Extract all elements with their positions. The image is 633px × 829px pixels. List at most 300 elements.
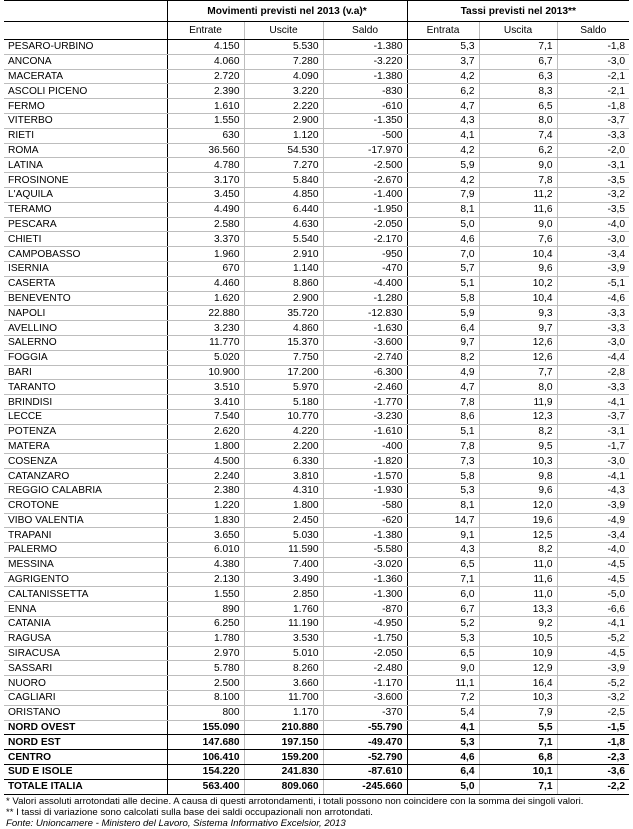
cell-tasso-entrata: 3,7 bbox=[407, 54, 479, 69]
cell-tasso-uscita: 12,6 bbox=[479, 350, 557, 365]
cell-entrate: 2.970 bbox=[167, 646, 244, 661]
area-row bbox=[4, 720, 629, 735]
cell-tasso-saldo: -3,6 bbox=[557, 765, 629, 780]
cell-saldo: -950 bbox=[323, 247, 407, 262]
row-label: REGGIO CALABRIA bbox=[4, 483, 167, 498]
cell-tasso-saldo: -2,1 bbox=[557, 69, 629, 84]
cell-uscite: 197.150 bbox=[244, 735, 323, 750]
province-row bbox=[4, 498, 629, 513]
row-label: SUD E ISOLE bbox=[4, 765, 167, 780]
table-body bbox=[4, 40, 629, 795]
cell-tasso-saldo: -2,8 bbox=[557, 365, 629, 380]
cell-saldo: -1.300 bbox=[323, 587, 407, 602]
cell-tasso-entrata: 5,3 bbox=[407, 735, 479, 750]
cell-uscite: 3.490 bbox=[244, 572, 323, 587]
cell-tasso-uscita: 7,1 bbox=[479, 779, 557, 794]
province-row bbox=[4, 365, 629, 380]
province-row bbox=[4, 69, 629, 84]
row-label: NUORO bbox=[4, 676, 167, 691]
cell-tasso-uscita: 7,8 bbox=[479, 173, 557, 188]
col-saldo: Saldo bbox=[323, 22, 407, 40]
cell-tasso-entrata: 7,9 bbox=[407, 187, 479, 202]
cell-entrate: 5.020 bbox=[167, 350, 244, 365]
cell-tasso-saldo: -1,5 bbox=[557, 720, 629, 735]
cell-tasso-uscita: 10,3 bbox=[479, 454, 557, 469]
row-label: NAPOLI bbox=[4, 306, 167, 321]
cell-entrate: 3.370 bbox=[167, 232, 244, 247]
cell-tasso-uscita: 8,2 bbox=[479, 543, 557, 558]
cell-tasso-uscita: 9,0 bbox=[479, 217, 557, 232]
cell-entrate: 3.170 bbox=[167, 173, 244, 188]
cell-uscite: 4.310 bbox=[244, 483, 323, 498]
province-row bbox=[4, 439, 629, 454]
cell-tasso-saldo: -1,8 bbox=[557, 99, 629, 114]
cell-tasso-entrata: 6,5 bbox=[407, 646, 479, 661]
cell-saldo: -870 bbox=[323, 602, 407, 617]
row-label: TARANTO bbox=[4, 380, 167, 395]
cell-entrate: 1.800 bbox=[167, 439, 244, 454]
cell-tasso-uscita: 6,3 bbox=[479, 69, 557, 84]
cell-uscite: 3.220 bbox=[244, 84, 323, 99]
province-row bbox=[4, 705, 629, 720]
cell-tasso-saldo: -2,1 bbox=[557, 84, 629, 99]
row-label: SASSARI bbox=[4, 661, 167, 676]
row-label: ASCOLI PICENO bbox=[4, 84, 167, 99]
row-label: LATINA bbox=[4, 158, 167, 173]
cell-tasso-entrata: 7,8 bbox=[407, 395, 479, 410]
cell-entrate: 11.770 bbox=[167, 335, 244, 350]
cell-tasso-uscita: 6,5 bbox=[479, 99, 557, 114]
province-row bbox=[4, 276, 629, 291]
cell-tasso-uscita: 6,7 bbox=[479, 54, 557, 69]
row-label: BRINDISI bbox=[4, 395, 167, 410]
cell-entrate: 3.650 bbox=[167, 528, 244, 543]
cell-tasso-uscita: 11,6 bbox=[479, 572, 557, 587]
cell-tasso-entrata: 4,3 bbox=[407, 543, 479, 558]
province-row bbox=[4, 676, 629, 691]
cell-entrate: 10.900 bbox=[167, 365, 244, 380]
row-label: RAGUSA bbox=[4, 631, 167, 646]
cell-tasso-entrata: 4,2 bbox=[407, 143, 479, 158]
cell-entrate: 2.240 bbox=[167, 469, 244, 484]
row-label: CASERTA bbox=[4, 276, 167, 291]
province-row bbox=[4, 202, 629, 217]
cell-saldo: -1.570 bbox=[323, 469, 407, 484]
header-corner bbox=[4, 1, 167, 22]
row-label: CAMPOBASSO bbox=[4, 247, 167, 262]
cell-tasso-entrata: 9,7 bbox=[407, 335, 479, 350]
cell-uscite: 2.900 bbox=[244, 113, 323, 128]
col-saldo-rate: Saldo bbox=[557, 22, 629, 40]
row-label: TOTALE ITALIA bbox=[4, 779, 167, 794]
province-row bbox=[4, 232, 629, 247]
row-label: PESCARA bbox=[4, 217, 167, 232]
province-row bbox=[4, 528, 629, 543]
header-columns-row bbox=[4, 22, 629, 40]
row-label: VITERBO bbox=[4, 113, 167, 128]
cell-entrate: 563.400 bbox=[167, 779, 244, 794]
cell-tasso-entrata: 6,4 bbox=[407, 765, 479, 780]
cell-entrate: 800 bbox=[167, 705, 244, 720]
cell-tasso-uscita: 8,0 bbox=[479, 380, 557, 395]
cell-entrate: 630 bbox=[167, 128, 244, 143]
cell-tasso-saldo: -3,2 bbox=[557, 691, 629, 706]
cell-tasso-entrata: 4,9 bbox=[407, 365, 479, 380]
row-label: AGRIGENTO bbox=[4, 572, 167, 587]
cell-tasso-entrata: 7,1 bbox=[407, 572, 479, 587]
cell-tasso-saldo: -4,3 bbox=[557, 483, 629, 498]
row-label: PESARO-URBINO bbox=[4, 40, 167, 55]
cell-uscite: 5.540 bbox=[244, 232, 323, 247]
cell-tasso-uscita: 9,5 bbox=[479, 439, 557, 454]
cell-tasso-saldo: -4,6 bbox=[557, 291, 629, 306]
cell-tasso-saldo: -6,6 bbox=[557, 602, 629, 617]
cell-uscite: 159.200 bbox=[244, 750, 323, 765]
cell-tasso-entrata: 6,4 bbox=[407, 321, 479, 336]
row-label: ENNA bbox=[4, 602, 167, 617]
cell-uscite: 241.830 bbox=[244, 765, 323, 780]
cell-entrate: 4.490 bbox=[167, 202, 244, 217]
row-label: LECCE bbox=[4, 409, 167, 424]
cell-tasso-entrata: 5,0 bbox=[407, 217, 479, 232]
cell-saldo: -1.950 bbox=[323, 202, 407, 217]
province-row bbox=[4, 513, 629, 528]
cell-saldo: -1.380 bbox=[323, 528, 407, 543]
cell-tasso-saldo: -3,7 bbox=[557, 113, 629, 128]
cell-uscite: 6.330 bbox=[244, 454, 323, 469]
cell-tasso-saldo: -2,5 bbox=[557, 705, 629, 720]
province-row bbox=[4, 380, 629, 395]
cell-uscite: 5.970 bbox=[244, 380, 323, 395]
cell-saldo: -1.820 bbox=[323, 454, 407, 469]
cell-saldo: -500 bbox=[323, 128, 407, 143]
province-row bbox=[4, 587, 629, 602]
cell-tasso-uscita: 13,3 bbox=[479, 602, 557, 617]
cell-saldo: -830 bbox=[323, 84, 407, 99]
cell-tasso-uscita: 12,6 bbox=[479, 335, 557, 350]
cell-uscite: 8.260 bbox=[244, 661, 323, 676]
cell-tasso-saldo: -4,1 bbox=[557, 469, 629, 484]
cell-entrate: 36.560 bbox=[167, 143, 244, 158]
row-label: VIBO VALENTIA bbox=[4, 513, 167, 528]
province-row bbox=[4, 454, 629, 469]
cell-tasso-saldo: -4,1 bbox=[557, 617, 629, 632]
cell-uscite: 5.180 bbox=[244, 395, 323, 410]
row-label: COSENZA bbox=[4, 454, 167, 469]
cell-saldo: -2.050 bbox=[323, 217, 407, 232]
row-label: AVELLINO bbox=[4, 321, 167, 336]
cell-saldo: -1.770 bbox=[323, 395, 407, 410]
cell-saldo: -3.600 bbox=[323, 335, 407, 350]
cell-tasso-saldo: -3,9 bbox=[557, 261, 629, 276]
cell-tasso-uscita: 19,6 bbox=[479, 513, 557, 528]
row-label: CAGLIARI bbox=[4, 691, 167, 706]
cell-tasso-saldo: -3,0 bbox=[557, 54, 629, 69]
cell-tasso-uscita: 11,0 bbox=[479, 557, 557, 572]
cell-uscite: 4.220 bbox=[244, 424, 323, 439]
province-row bbox=[4, 661, 629, 676]
cell-tasso-entrata: 9,1 bbox=[407, 528, 479, 543]
cell-entrate: 4.780 bbox=[167, 158, 244, 173]
cell-tasso-entrata: 4,7 bbox=[407, 99, 479, 114]
cell-tasso-entrata: 8,6 bbox=[407, 409, 479, 424]
cell-tasso-entrata: 5,9 bbox=[407, 158, 479, 173]
cell-tasso-uscita: 8,3 bbox=[479, 84, 557, 99]
area-row bbox=[4, 765, 629, 780]
cell-saldo: -1.630 bbox=[323, 321, 407, 336]
cell-saldo: -3.600 bbox=[323, 691, 407, 706]
cell-saldo: -1.930 bbox=[323, 483, 407, 498]
cell-tasso-entrata: 4,3 bbox=[407, 113, 479, 128]
cell-uscite: 2.910 bbox=[244, 247, 323, 262]
cell-tasso-entrata: 7,2 bbox=[407, 691, 479, 706]
province-row bbox=[4, 84, 629, 99]
cell-entrate: 1.960 bbox=[167, 247, 244, 262]
cell-tasso-uscita: 10,2 bbox=[479, 276, 557, 291]
cell-tasso-entrata: 7,3 bbox=[407, 454, 479, 469]
cell-tasso-entrata: 4,7 bbox=[407, 380, 479, 395]
cell-tasso-uscita: 11,0 bbox=[479, 587, 557, 602]
cell-uscite: 17.200 bbox=[244, 365, 323, 380]
cell-uscite: 7.270 bbox=[244, 158, 323, 173]
province-row bbox=[4, 409, 629, 424]
cell-tasso-uscita: 5,5 bbox=[479, 720, 557, 735]
source-note: Fonte: Unioncamere - Ministero del Lavoro, Sistema Informativo Excelsior, 2013 bbox=[6, 818, 346, 829]
cell-entrate: 3.450 bbox=[167, 187, 244, 202]
cell-entrate: 154.220 bbox=[167, 765, 244, 780]
cell-tasso-saldo: -2,0 bbox=[557, 143, 629, 158]
cell-tasso-saldo: -3,5 bbox=[557, 202, 629, 217]
row-label: FERMO bbox=[4, 99, 167, 114]
cell-tasso-saldo: -3,4 bbox=[557, 528, 629, 543]
cell-tasso-entrata: 8,2 bbox=[407, 350, 479, 365]
cell-uscite: 2.450 bbox=[244, 513, 323, 528]
cell-uscite: 15.370 bbox=[244, 335, 323, 350]
province-row bbox=[4, 424, 629, 439]
cell-entrate: 3.230 bbox=[167, 321, 244, 336]
cell-entrate: 2.720 bbox=[167, 69, 244, 84]
cell-saldo: -1.280 bbox=[323, 291, 407, 306]
province-row bbox=[4, 261, 629, 276]
cell-uscite: 4.850 bbox=[244, 187, 323, 202]
cell-uscite: 11.700 bbox=[244, 691, 323, 706]
cell-tasso-saldo: -3,4 bbox=[557, 247, 629, 262]
cell-entrate: 4.380 bbox=[167, 557, 244, 572]
row-label: FROSINONE bbox=[4, 173, 167, 188]
cell-saldo: -12.830 bbox=[323, 306, 407, 321]
row-label: MACERATA bbox=[4, 69, 167, 84]
row-label: SIRACUSA bbox=[4, 646, 167, 661]
row-label: TERAMO bbox=[4, 202, 167, 217]
row-label: MESSINA bbox=[4, 557, 167, 572]
cell-tasso-saldo: -4,0 bbox=[557, 217, 629, 232]
movements-table bbox=[4, 0, 629, 795]
cell-saldo: -580 bbox=[323, 498, 407, 513]
cell-saldo: -370 bbox=[323, 705, 407, 720]
header-corner-2 bbox=[4, 22, 167, 40]
cell-tasso-entrata: 8,1 bbox=[407, 202, 479, 217]
cell-tasso-uscita: 7,4 bbox=[479, 128, 557, 143]
province-row bbox=[4, 631, 629, 646]
cell-uscite: 1.170 bbox=[244, 705, 323, 720]
province-row bbox=[4, 469, 629, 484]
row-label: NORD OVEST bbox=[4, 720, 167, 735]
cell-tasso-saldo: -3,3 bbox=[557, 306, 629, 321]
cell-saldo: -55.790 bbox=[323, 720, 407, 735]
cell-saldo: -1.750 bbox=[323, 631, 407, 646]
cell-entrate: 7.540 bbox=[167, 409, 244, 424]
cell-uscite: 4.860 bbox=[244, 321, 323, 336]
row-label: L'AQUILA bbox=[4, 187, 167, 202]
row-label: ORISTANO bbox=[4, 705, 167, 720]
cell-saldo: -3.220 bbox=[323, 54, 407, 69]
cell-tasso-saldo: -5,2 bbox=[557, 631, 629, 646]
province-row bbox=[4, 99, 629, 114]
cell-entrate: 2.500 bbox=[167, 676, 244, 691]
cell-tasso-saldo: -3,3 bbox=[557, 128, 629, 143]
cell-entrate: 2.620 bbox=[167, 424, 244, 439]
cell-entrate: 147.680 bbox=[167, 735, 244, 750]
cell-saldo: -17.970 bbox=[323, 143, 407, 158]
province-row bbox=[4, 572, 629, 587]
cell-entrate: 4.060 bbox=[167, 54, 244, 69]
cell-tasso-saldo: -2,3 bbox=[557, 750, 629, 765]
row-label: CATANZARO bbox=[4, 469, 167, 484]
cell-tasso-uscita: 12,5 bbox=[479, 528, 557, 543]
cell-tasso-entrata: 14,7 bbox=[407, 513, 479, 528]
cell-tasso-saldo: -4,0 bbox=[557, 543, 629, 558]
cell-entrate: 8.100 bbox=[167, 691, 244, 706]
cell-tasso-entrata: 4,2 bbox=[407, 69, 479, 84]
cell-uscite: 4.630 bbox=[244, 217, 323, 232]
province-row bbox=[4, 113, 629, 128]
cell-tasso-uscita: 12,9 bbox=[479, 661, 557, 676]
cell-uscite: 6.440 bbox=[244, 202, 323, 217]
cell-tasso-saldo: -1,8 bbox=[557, 40, 629, 55]
cell-uscite: 2.220 bbox=[244, 99, 323, 114]
cell-saldo: -245.660 bbox=[323, 779, 407, 794]
cell-uscite: 7.400 bbox=[244, 557, 323, 572]
cell-tasso-saldo: -5,1 bbox=[557, 276, 629, 291]
row-label: CATANIA bbox=[4, 617, 167, 632]
cell-tasso-uscita: 9,8 bbox=[479, 469, 557, 484]
cell-tasso-uscita: 6,2 bbox=[479, 143, 557, 158]
cell-uscite: 2.850 bbox=[244, 587, 323, 602]
cell-tasso-uscita: 9,2 bbox=[479, 617, 557, 632]
cell-uscite: 5.840 bbox=[244, 173, 323, 188]
cell-saldo: -1.360 bbox=[323, 572, 407, 587]
cell-uscite: 11.190 bbox=[244, 617, 323, 632]
province-row bbox=[4, 483, 629, 498]
row-label: POTENZA bbox=[4, 424, 167, 439]
cell-tasso-uscita: 8,0 bbox=[479, 113, 557, 128]
cell-tasso-entrata: 5,9 bbox=[407, 306, 479, 321]
cell-saldo: -52.790 bbox=[323, 750, 407, 765]
cell-saldo: -4.950 bbox=[323, 617, 407, 632]
cell-entrate: 2.580 bbox=[167, 217, 244, 232]
cell-uscite: 1.120 bbox=[244, 128, 323, 143]
cell-tasso-uscita: 11,2 bbox=[479, 187, 557, 202]
footnote-values: * Valori assoluti arrotondati alle decine. A causa di questi arrotondamenti, i totali possono non coincidere con la somma dei singoli valori. bbox=[6, 795, 584, 807]
row-label: ISERNIA bbox=[4, 261, 167, 276]
cell-entrate: 1.830 bbox=[167, 513, 244, 528]
cell-tasso-uscita: 8,2 bbox=[479, 424, 557, 439]
cell-uscite: 1.760 bbox=[244, 602, 323, 617]
cell-uscite: 3.530 bbox=[244, 631, 323, 646]
province-row bbox=[4, 247, 629, 262]
province-row bbox=[4, 395, 629, 410]
cell-uscite: 1.800 bbox=[244, 498, 323, 513]
cell-tasso-uscita: 7,7 bbox=[479, 365, 557, 380]
cell-uscite: 5.030 bbox=[244, 528, 323, 543]
cell-saldo: -400 bbox=[323, 439, 407, 454]
row-label: SALERNO bbox=[4, 335, 167, 350]
row-label: TRAPANI bbox=[4, 528, 167, 543]
cell-tasso-saldo: -3,0 bbox=[557, 232, 629, 247]
cell-uscite: 11.590 bbox=[244, 543, 323, 558]
province-row bbox=[4, 617, 629, 632]
cell-saldo: -87.610 bbox=[323, 765, 407, 780]
col-uscita-rate: Uscita bbox=[479, 22, 557, 40]
cell-entrate: 155.090 bbox=[167, 720, 244, 735]
cell-uscite: 5.010 bbox=[244, 646, 323, 661]
cell-tasso-uscita: 10,5 bbox=[479, 631, 557, 646]
cell-saldo: -1.170 bbox=[323, 676, 407, 691]
cell-saldo: -3.230 bbox=[323, 409, 407, 424]
cell-tasso-uscita: 7,1 bbox=[479, 735, 557, 750]
cell-saldo: -2.740 bbox=[323, 350, 407, 365]
cell-saldo: -5.580 bbox=[323, 543, 407, 558]
province-row bbox=[4, 557, 629, 572]
row-label: ANCONA bbox=[4, 54, 167, 69]
cell-entrate: 106.410 bbox=[167, 750, 244, 765]
cell-entrate: 3.510 bbox=[167, 380, 244, 395]
cell-uscite: 2.200 bbox=[244, 439, 323, 454]
cell-tasso-entrata: 5,3 bbox=[407, 483, 479, 498]
cell-tasso-entrata: 4,1 bbox=[407, 720, 479, 735]
cell-tasso-entrata: 5,8 bbox=[407, 291, 479, 306]
cell-entrate: 2.380 bbox=[167, 483, 244, 498]
cell-tasso-uscita: 6,8 bbox=[479, 750, 557, 765]
cell-saldo: -6.300 bbox=[323, 365, 407, 380]
cell-tasso-uscita: 10,9 bbox=[479, 646, 557, 661]
cell-tasso-saldo: -4,9 bbox=[557, 513, 629, 528]
cell-uscite: 10.770 bbox=[244, 409, 323, 424]
cell-tasso-uscita: 9,6 bbox=[479, 483, 557, 498]
cell-uscite: 3.810 bbox=[244, 469, 323, 484]
cell-tasso-entrata: 5,4 bbox=[407, 705, 479, 720]
cell-tasso-entrata: 6,5 bbox=[407, 557, 479, 572]
province-row bbox=[4, 321, 629, 336]
cell-uscite: 210.880 bbox=[244, 720, 323, 735]
row-label: CHIETI bbox=[4, 232, 167, 247]
cell-tasso-saldo: -3,3 bbox=[557, 321, 629, 336]
province-row bbox=[4, 143, 629, 158]
province-row bbox=[4, 173, 629, 188]
cell-uscite: 4.090 bbox=[244, 69, 323, 84]
cell-tasso-saldo: -3,9 bbox=[557, 661, 629, 676]
cell-tasso-uscita: 10,1 bbox=[479, 765, 557, 780]
cell-entrate: 1.620 bbox=[167, 291, 244, 306]
row-label: ROMA bbox=[4, 143, 167, 158]
cell-uscite: 54.530 bbox=[244, 143, 323, 158]
cell-tasso-saldo: -2,2 bbox=[557, 779, 629, 794]
cell-tasso-uscita: 11,9 bbox=[479, 395, 557, 410]
cell-tasso-uscita: 12,0 bbox=[479, 498, 557, 513]
cell-entrate: 4.150 bbox=[167, 40, 244, 55]
cell-saldo: -1.400 bbox=[323, 187, 407, 202]
province-row bbox=[4, 602, 629, 617]
